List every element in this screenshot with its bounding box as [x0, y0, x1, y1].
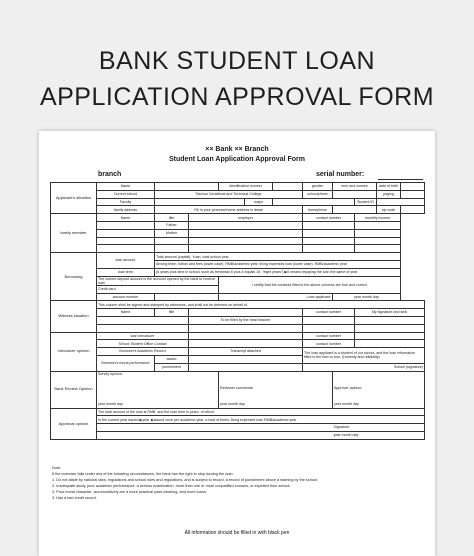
zip-code-label: zip code — [377, 206, 401, 214]
academic-record-label: Borrower's Academic Record — [97, 348, 189, 356]
family-title-mother: Mother — [155, 229, 189, 237]
loan-amount-label: loan amount — [97, 253, 155, 269]
witness-field[interactable] — [97, 316, 189, 324]
transcript-note: Transcript attached — [189, 348, 303, 356]
family-name-field[interactable] — [97, 221, 155, 229]
paging-label: paging — [377, 190, 401, 198]
reviewer-comments-cell[interactable] — [219, 371, 333, 408]
office-contact-label: contact number — [303, 340, 355, 348]
witness-title-header: title — [155, 309, 189, 317]
family-contact-header: contact number — [303, 214, 355, 222]
father-contact-field[interactable] — [303, 221, 355, 229]
student-id-label: Student ID — [355, 198, 377, 206]
current-school-label: Current school — [97, 190, 155, 198]
survey-date: year month day — [98, 402, 123, 407]
student-office-label: School Student Office Contact — [97, 340, 189, 348]
section-bank-review: Bank Review Opinion — [51, 371, 97, 408]
family-title-field[interactable] — [155, 237, 189, 245]
application-table — [50, 182, 425, 440]
loan-among-them[interactable]: Among them, tuition and fees (lower case): RMB/academic year; living expenses loan (lower case): RMB/academic year — [155, 260, 401, 268]
major-label: major — [245, 198, 273, 206]
loan-term-note[interactable]: (6 years plus time in school, such as freshman 6 plus 4 equals 10; "eight years") ▶6 means repaying the loan the same of year — [155, 268, 401, 276]
survey-opinion-label: Survey opinion: — [98, 371, 123, 376]
notes-block — [52, 465, 424, 501]
serial-number-field[interactable] — [378, 179, 423, 180]
dob-label: date of birth — [377, 183, 401, 191]
section-introducer: Introducer opinion — [51, 332, 97, 371]
reviewer-date: year month day — [220, 402, 245, 407]
father-income-field[interactable] — [355, 221, 401, 229]
punishment-label: punishment — [155, 363, 189, 371]
page-title-line1: BANK STUDENT LOAN — [98, 47, 376, 75]
bank-branch-heading: ×× Bank ×× Branch — [205, 146, 269, 153]
account-number-label: account number — [97, 293, 155, 301]
introducer-contact-field[interactable] — [355, 332, 425, 340]
notes-line: If the borrower falls under any of the following circumstances, the bank has the right to stop issuing the loan: — [52, 472, 234, 476]
witness-contact-field[interactable] — [303, 324, 355, 332]
deposit-account-note: The current deposit account is the account opened by the bank to receive loan — [97, 276, 219, 285]
id-number-label: identification number — [219, 183, 273, 191]
school-signature[interactable]: School (signature) — [303, 363, 425, 371]
section-approval: Approval opinion — [51, 408, 97, 439]
credit-card-label: Credit card — [97, 285, 219, 293]
witness-contact-header: contact number — [303, 309, 355, 317]
approval-date[interactable]: year month day — [333, 431, 425, 439]
section-borrowing: Borrowing — [51, 253, 97, 301]
family-income-field[interactable] — [355, 245, 401, 253]
loan-introducer-field[interactable] — [189, 332, 303, 340]
loan-term-label: loan term — [97, 268, 155, 276]
witness-blank-header — [189, 309, 303, 317]
approver-opinion-label: Approver opinion: — [334, 385, 363, 390]
approver-date: year month day — [334, 402, 359, 407]
branch-label: branch — [98, 171, 122, 178]
mother-income-field[interactable] — [355, 229, 401, 237]
witness-name-header: Name — [97, 309, 155, 317]
family-employer-field[interactable] — [189, 237, 303, 245]
family-employer-header: employer — [189, 214, 303, 222]
current-school-value: Taizhou Vocational and Technical College — [155, 190, 303, 198]
reviewer-comments-label: Reviewer comments: — [220, 385, 254, 390]
notes-line: 1. Do not abide by national laws, regulations and school rules and regulations, and is subject to record, a record of punishment above a warning by the school; — [52, 478, 318, 482]
introducer-contact-label: contact number — [303, 332, 355, 340]
mother-employer-field[interactable] — [189, 229, 303, 237]
home-phone-field[interactable] — [333, 206, 377, 214]
footer-instruction: All information should be filled in with black pen — [184, 530, 290, 536]
family-employer-field[interactable] — [189, 245, 303, 253]
award-field[interactable] — [189, 355, 303, 363]
award-label: award — [155, 355, 189, 363]
form-heading: Student Loan Application Approval Form — [169, 156, 305, 163]
loan-applicant-date[interactable]: year month day — [333, 293, 401, 301]
notes-heading: Note: — [52, 466, 62, 470]
major-field[interactable] — [273, 198, 355, 206]
witness-field[interactable] — [189, 324, 303, 332]
loan-applicant-label: Loan applicant: — [219, 293, 333, 301]
family-address-label: family address — [97, 206, 155, 214]
school-phone-field[interactable] — [333, 190, 377, 198]
approver-opinion-cell[interactable] — [333, 371, 425, 408]
approval-tuition-line[interactable]: In the current year issued ▶year, ▶issued once per academic year, a total of times; living expenses loan RMB/academic year — [97, 416, 425, 424]
id-number-field[interactable] — [273, 183, 303, 191]
approval-blank — [97, 431, 333, 439]
serial-number-label: serial number: — [316, 171, 365, 178]
notes-line: 3. Poor moral character, accumulatively are a more practical pass cleaning, and more loans; — [52, 490, 207, 494]
notes-line: 2. Inadequate study, poor academic performance, a serious examination, more than one or more unqualified courses, or expelled from school; — [52, 484, 291, 488]
paging-field[interactable] — [401, 190, 425, 198]
faculty-field[interactable] — [155, 198, 245, 206]
applicant-name-label: Name — [97, 183, 155, 191]
gender-options[interactable]: men and women — [333, 183, 377, 191]
mother-contact-field[interactable] — [303, 229, 355, 237]
family-income-field[interactable] — [355, 237, 401, 245]
family-contact-field[interactable] — [303, 245, 355, 253]
certify-statement: I certify that the contents filled in the above columns are true and correct — [219, 276, 401, 293]
family-title-field[interactable] — [155, 245, 189, 253]
family-name-header: Name — [97, 214, 155, 222]
approval-signature[interactable]: Signature: — [333, 424, 425, 432]
witness-contact-field[interactable] — [303, 316, 355, 324]
witness-signature-field[interactable] — [355, 316, 425, 324]
section-applicant: Applicant's situation — [51, 183, 97, 214]
family-name-field[interactable] — [97, 245, 155, 253]
gender-label: gender — [303, 183, 333, 191]
family-name-field[interactable] — [97, 237, 155, 245]
page-title-line2: APPLICATION APPROVAL FORM — [39, 83, 435, 111]
notes-line: 3. Has a bad credit record. — [52, 496, 97, 500]
family-title-father: Father — [155, 221, 189, 229]
witness-head-teacher-note: To be filled by the head teacher — [189, 316, 303, 324]
section-witness: Witness situation — [51, 301, 97, 332]
witness-field[interactable] — [97, 324, 189, 332]
family-income-header: monthly income — [355, 214, 401, 222]
witness-signature-header: My signature and seal — [355, 309, 425, 317]
survey-opinion-cell[interactable] — [97, 371, 219, 408]
zip-code-field[interactable] — [401, 206, 425, 214]
home-phone-label: homephone — [303, 206, 333, 214]
punishment-field[interactable] — [189, 363, 303, 371]
approval-total-line[interactable]: The total amount of the loan is RMB, and the loan term is years, of which: — [97, 408, 425, 416]
loan-introducer-label: loan introducer — [97, 332, 189, 340]
faculty-label: Faculty — [97, 198, 155, 206]
school-opinion-note: The loan applicant is a student of our school, and the loan information filled in the form is true, (Honesty and reliability) — [303, 348, 425, 364]
school-phone-label: schoolphone — [303, 190, 333, 198]
loan-total-amount[interactable]: Total amount (capital): Yuan, total school year — [155, 253, 401, 261]
family-address-note[interactable]: Fill in your personal home address in detail — [155, 206, 303, 214]
family-name-field[interactable] — [97, 229, 155, 237]
family-contact-field[interactable] — [303, 237, 355, 245]
applicant-name-field[interactable] — [155, 183, 219, 191]
family-title-header: title — [155, 214, 189, 222]
approval-blank — [97, 424, 333, 432]
office-contact-field[interactable] — [355, 340, 425, 348]
student-office-field[interactable] — [189, 340, 303, 348]
witness-column-note: This column shall be signed and stamped by witnesses, and shall not be deemed on behalf of. — [97, 301, 425, 309]
section-family: family member — [51, 214, 97, 253]
father-employer-field[interactable] — [189, 221, 303, 229]
account-number-field[interactable] — [155, 293, 219, 301]
dob-field[interactable] — [401, 183, 425, 191]
student-id-field[interactable] — [377, 198, 425, 206]
moral-performance-label: Borrower's moral performance — [97, 355, 155, 371]
witness-signature-field[interactable] — [355, 324, 425, 332]
